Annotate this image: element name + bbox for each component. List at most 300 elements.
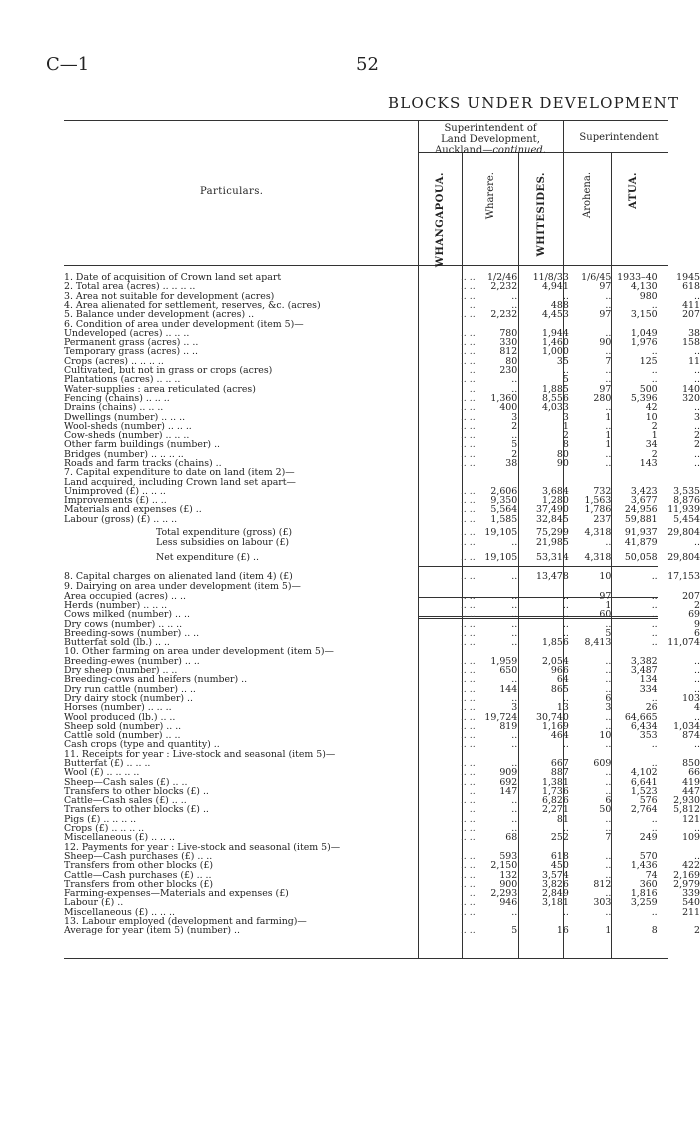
row-leader-dots: .. ..: [460, 403, 476, 413]
cell-value: 103: [682, 693, 700, 704]
table-row: [64, 496, 700, 505]
table-row: [64, 347, 700, 356]
cell-value: 900: [499, 879, 518, 890]
cell-value: 9: [694, 619, 700, 629]
cell-value: 500: [639, 384, 658, 394]
row-leader-dots: .. ..: [460, 328, 476, 339]
cell-value: ..: [651, 347, 658, 357]
cell-value: ..: [511, 731, 518, 741]
row-leader-dots: .. ..: [460, 926, 476, 936]
cell-value: 1,523: [630, 786, 658, 797]
cell-value: 576: [639, 796, 658, 806]
cell-value: 13,478: [536, 570, 569, 582]
cell-value: 34: [645, 440, 658, 450]
cell-value: 819: [499, 721, 518, 732]
cell-value: 1,436: [630, 861, 658, 871]
table-row: [64, 487, 700, 496]
row-label: Cultivated, but not in grass or crops (acres): [64, 365, 273, 376]
cell-value: [658, 917, 700, 926]
cell-value: ..: [605, 458, 612, 469]
top-rule: [64, 120, 668, 121]
row-leader-dots: .. ..: [460, 675, 476, 685]
cell-value: 6: [605, 796, 612, 806]
cell-value: 38: [688, 328, 700, 339]
cell-value: 3,826: [541, 879, 569, 890]
table-row: [64, 657, 700, 666]
cell-value: 4,453: [541, 310, 569, 320]
cell-value: 1,786: [584, 505, 612, 515]
cell-value: 2: [562, 431, 569, 441]
cell-value: ..: [605, 814, 612, 825]
row-leader-dots: .. ..: [460, 824, 476, 834]
cell-value: [569, 319, 612, 328]
cell-value: [611, 468, 657, 477]
cell-value: 780: [499, 328, 518, 339]
cell-value: 3: [511, 703, 518, 713]
cell-value: 3,150: [630, 310, 658, 320]
cell-value: 3,487: [630, 665, 658, 676]
cell-value: 2,169: [673, 870, 700, 880]
cell-value: 280: [593, 393, 612, 404]
table-row: [64, 524, 700, 538]
row-leader-dots: .. ..: [460, 356, 476, 366]
cell-value: 303: [593, 898, 612, 908]
row-label: Total expenditure (gross) (£): [156, 526, 293, 538]
row-label: Dry cows (number) .. .. ..: [64, 619, 183, 629]
cell-value: 593: [499, 851, 518, 862]
cell-value: ..: [511, 638, 518, 648]
row-label: Cattle sold (number) .. ..: [64, 731, 181, 741]
cell-value: 6,434: [630, 721, 658, 732]
cell-value: ..: [651, 610, 658, 620]
cell-value: 207: [682, 591, 700, 601]
cell-value: 35: [556, 356, 569, 366]
row-leader-dots: [454, 843, 476, 852]
row-leader-dots: .. ..: [460, 412, 476, 422]
cell-value: 812: [499, 347, 518, 357]
row-label: Horses (number) .. .. ..: [64, 703, 172, 713]
row-label: Pigs (£) .. .. .. ..: [64, 814, 137, 825]
row-leader-dots: .. ..: [460, 768, 476, 778]
cell-value: ..: [651, 814, 658, 825]
table-row: [64, 592, 700, 601]
cell-value: 1,169: [541, 721, 569, 732]
cell-value: [611, 750, 657, 759]
row-leader-dots: .. ..: [460, 879, 476, 890]
cell-value: 400: [499, 403, 518, 413]
cell-value: [517, 468, 569, 477]
cell-value: 140: [682, 384, 700, 394]
cell-value: 2,979: [673, 879, 700, 890]
row-leader-dots: .. ..: [460, 758, 476, 769]
cell-value: ..: [511, 291, 518, 301]
cell-value: ..: [605, 712, 612, 722]
cell-value: ..: [562, 291, 569, 301]
cell-value: 1,856: [541, 638, 569, 648]
table-row: [64, 796, 700, 805]
cell-value: [476, 468, 518, 477]
table-row: [64, 871, 700, 880]
cell-value: ..: [562, 619, 569, 629]
cell-value: 667: [550, 758, 569, 769]
cell-value: 360: [639, 879, 658, 890]
cell-value: 2,764: [630, 805, 658, 815]
cell-value: 10: [599, 570, 612, 582]
cell-value: ..: [562, 591, 569, 601]
cell-value: ..: [605, 291, 612, 301]
cell-value: ..: [651, 758, 658, 769]
cell-value: ..: [651, 375, 658, 385]
cell-value: 1,944: [541, 328, 569, 339]
table-row: [64, 412, 700, 421]
cell-value: 41,879: [624, 538, 658, 548]
column-header-whangapoua: WHANGAPOUA.: [434, 172, 446, 268]
cell-value: 9,350: [490, 496, 518, 506]
row-leader-dots: .. ..: [460, 375, 476, 385]
row-leader-dots: .. ..: [460, 600, 476, 611]
cell-value: 4: [694, 703, 700, 713]
row-leader-dots: .. ..: [460, 610, 476, 620]
cell-value: 66: [688, 768, 700, 778]
cell-value: 26: [645, 703, 658, 713]
table-row: [64, 440, 700, 449]
cell-value: 1,000: [541, 347, 569, 357]
cell-value: ..: [511, 570, 518, 582]
row-leader-dots: [454, 582, 476, 591]
cell-value: ..: [511, 591, 518, 601]
cell-value: ..: [605, 665, 612, 676]
cell-value: ..: [605, 861, 612, 871]
cell-value: ..: [511, 907, 518, 917]
table-row: [64, 582, 700, 591]
column-header-wharere: Wharere.: [484, 172, 496, 220]
cell-value: 5,396: [630, 393, 658, 404]
row-leader-dots: .. ..: [460, 693, 476, 704]
cell-value: 69: [688, 610, 700, 620]
cell-value: 121: [682, 814, 700, 825]
cell-value: ..: [694, 851, 700, 862]
table-row: [64, 712, 700, 721]
row-leader-dots: .. ..: [460, 740, 476, 750]
cell-value: [611, 478, 657, 487]
cell-value: 90: [599, 338, 612, 348]
cell-value: [517, 478, 569, 487]
table-row: [64, 647, 700, 656]
cell-value: 3,684: [541, 486, 569, 497]
row-label: 11. Receipts for year : Live-stock and seasonal (item 5)—: [64, 749, 336, 759]
cell-value: 334: [639, 684, 658, 694]
cell-value: ..: [605, 300, 612, 311]
cell-value: 1,959: [490, 656, 518, 666]
cell-value: 97: [599, 384, 612, 394]
cell-value: 540: [682, 898, 700, 908]
cell-value: ..: [605, 786, 612, 797]
row-label: Dry dairy stock (number) ..: [64, 693, 194, 704]
cell-value: 450: [550, 861, 569, 871]
cell-value: [658, 468, 700, 477]
cell-value: 6: [694, 628, 700, 639]
cell-value: ..: [694, 656, 700, 666]
cell-value: [517, 647, 569, 656]
cell-value: ..: [694, 375, 700, 385]
cell-value: 865: [550, 684, 569, 694]
table-row: [64, 861, 700, 870]
cell-value: 4,941: [541, 282, 569, 292]
cell-value: 1/2/46: [487, 273, 518, 283]
cell-value: [658, 582, 700, 591]
row-leader-dots: .. ..: [460, 684, 476, 694]
cell-value: 447: [682, 786, 700, 797]
cell-value: ..: [651, 693, 658, 704]
cell-value: ..: [562, 740, 569, 750]
row-leader-dots: .. ..: [460, 712, 476, 722]
table-row: [64, 357, 700, 366]
cell-value: ..: [605, 347, 612, 357]
cell-value: ..: [605, 538, 612, 548]
row-label: Cash crops (type and quantity) ..: [64, 740, 220, 750]
cell-value: ..: [511, 538, 518, 548]
cell-value: 50: [599, 805, 612, 815]
row-label: 13. Labour employed (development and farming)—: [64, 917, 307, 927]
table-row: [64, 629, 700, 638]
row-label: Herds (number) .. .. ..: [64, 600, 168, 611]
cell-value: ..: [605, 449, 612, 459]
row-label: 7. Capital expenditure to date on land (item 2)—: [64, 468, 295, 478]
cell-value: ..: [511, 693, 518, 704]
row-label: Breeding-cows and heifers (number) ..: [64, 675, 248, 685]
row-label: Miscellaneous (£) .. .. ..: [64, 907, 175, 917]
row-leader-dots: .. ..: [460, 421, 476, 432]
cell-value: 38: [505, 458, 518, 469]
cell-value: 2,606: [490, 486, 518, 497]
cell-value: 8: [562, 440, 569, 450]
cell-value: 887: [550, 768, 569, 778]
cell-value: 2,054: [541, 656, 569, 666]
cell-value: 909: [499, 768, 518, 778]
cell-value: 2: [511, 421, 518, 432]
cell-value: 75,299: [536, 526, 569, 538]
cell-value: [476, 478, 518, 487]
cell-value: 320: [682, 393, 700, 404]
cell-value: 1: [562, 421, 569, 432]
cell-value: [611, 843, 657, 852]
cell-value: 97: [599, 591, 612, 601]
row-label: Butterfat sold (lb.) .. ..: [64, 638, 170, 648]
cell-value: 10: [599, 731, 612, 741]
cell-value: 946: [499, 898, 518, 908]
cell-value: [517, 750, 569, 759]
cell-value: [569, 468, 612, 477]
cell-value: ..: [562, 824, 569, 834]
cell-value: 11/8/33: [532, 273, 569, 283]
group-header-superintendent: Superintendent: [579, 132, 659, 143]
cell-value: 2,293: [490, 889, 518, 899]
row-label: Cows milked (number) .. ..: [64, 610, 190, 620]
cell-value: 59,881: [624, 514, 658, 525]
row-leader-dots: .. ..: [460, 291, 476, 301]
table-row: [64, 694, 700, 703]
cell-value: 5: [511, 440, 518, 450]
cell-value: 4,318: [584, 552, 612, 564]
cell-value: 1: [605, 926, 612, 936]
cell-value: 353: [639, 731, 658, 741]
cell-value: 2: [694, 431, 700, 441]
cell-value: 2,930: [673, 796, 700, 806]
row-label: Dwellings (number) .. .. ..: [64, 412, 186, 422]
table-row: [64, 538, 700, 547]
cell-value: 419: [682, 777, 700, 787]
cell-value: 1,563: [584, 496, 612, 506]
row-leader-dots: .. ..: [460, 282, 476, 292]
table-row: [64, 833, 700, 842]
row-label: Permanent grass (acres) .. ..: [64, 338, 199, 348]
cell-value: 3: [694, 412, 700, 422]
table-row: [64, 338, 700, 347]
table-row: [64, 515, 700, 524]
table-row: [64, 805, 700, 814]
cell-value: ..: [511, 619, 518, 629]
cell-value: ..: [694, 684, 700, 694]
table-row: [64, 301, 700, 310]
cell-value: 1,034: [673, 721, 700, 732]
row-leader-dots: .. ..: [460, 496, 476, 506]
cell-value: 230: [499, 365, 518, 376]
row-label: Sheep sold (number) .. ..: [64, 721, 182, 732]
cell-value: ..: [511, 431, 518, 441]
row-leader-dots: .. ..: [460, 796, 476, 806]
cell-value: ..: [511, 805, 518, 815]
cell-value: 2: [651, 421, 658, 432]
table-row: [64, 478, 700, 487]
row-label: Bridges (number) .. .. .. ..: [64, 449, 184, 459]
cell-value: 68: [505, 833, 518, 843]
row-label: Farming-expenses—Materials and expenses (£): [64, 889, 289, 899]
cell-value: 1,360: [490, 393, 518, 404]
cell-value: 80: [505, 356, 518, 366]
cell-value: 3,574: [541, 870, 569, 880]
cell-value: ..: [562, 628, 569, 639]
row-leader-dots: .. ..: [460, 731, 476, 741]
row-leader-dots: .. ..: [460, 338, 476, 348]
row-label: Average for year (item 5) (number) ..: [64, 926, 241, 936]
row-leader-dots: [454, 319, 476, 328]
cell-value: 650: [499, 665, 518, 676]
cell-value: 10: [645, 412, 658, 422]
row-leader-dots: .. ..: [460, 526, 476, 538]
row-leader-dots: ..: [469, 805, 476, 815]
table-row: [64, 375, 700, 384]
row-leader-dots: ..: [469, 365, 476, 376]
row-leader-dots: .. ..: [460, 721, 476, 732]
cell-value: 1,280: [541, 496, 569, 506]
table-row: [64, 815, 700, 824]
particulars-heading: Particulars.: [200, 186, 264, 197]
cell-value: 422: [682, 861, 700, 871]
cell-value: [476, 750, 518, 759]
cell-value: 3: [605, 703, 612, 713]
cell-value: ..: [694, 403, 700, 413]
cell-value: 24,956: [624, 505, 658, 515]
table-row: [64, 731, 700, 740]
cell-value: ..: [605, 684, 612, 694]
table-row: [64, 843, 700, 852]
row-label: Water-supplies : area reticulated (acres): [64, 384, 256, 394]
cell-value: 1,976: [630, 338, 658, 348]
cell-value: [611, 917, 657, 926]
table-row: [64, 666, 700, 675]
cell-value: 1,049: [630, 328, 658, 339]
row-leader-dots: .. ..: [460, 514, 476, 525]
cell-value: 125: [639, 356, 658, 366]
table-row: [64, 768, 700, 777]
row-label: Butterfat (£) .. .. ..: [64, 758, 151, 769]
cell-value: ..: [562, 610, 569, 620]
table-row: [64, 908, 700, 917]
cell-value: 134: [639, 675, 658, 685]
row-leader-dots: ..: [469, 384, 476, 394]
cell-value: 874: [682, 731, 700, 741]
cell-value: 97: [599, 282, 612, 292]
cell-value: 91,937: [624, 526, 658, 538]
cell-value: 4,318: [584, 526, 612, 538]
row-label: Unimproved (£) .. .. ..: [64, 486, 166, 497]
data-table: [64, 273, 700, 936]
row-label: Transfers from other blocks (£): [64, 861, 214, 871]
cell-value: ..: [651, 824, 658, 834]
cell-value: ..: [511, 740, 518, 750]
row-label: 12. Payments for year : Live-stock and seasonal (item 5)—: [64, 842, 341, 852]
row-label: Net expenditure (£) ..: [156, 552, 259, 564]
cell-value: 3: [562, 412, 569, 422]
cell-value: 2: [694, 926, 700, 936]
cell-value: ..: [651, 591, 658, 601]
table-row: [64, 778, 700, 787]
cell-value: 80: [556, 449, 569, 459]
cell-value: 6,826: [541, 796, 569, 806]
row-label: 9. Dairying on area under development (item 5)—: [64, 582, 301, 592]
cell-value: [611, 582, 657, 591]
row-leader-dots: .. ..: [460, 898, 476, 908]
cell-value: 16: [556, 926, 569, 936]
table-row: [64, 610, 700, 619]
row-label: Labour (gross) (£) .. .. ..: [64, 514, 178, 525]
row-leader-dots: .. ..: [460, 273, 476, 283]
cell-value: ..: [605, 740, 612, 750]
cell-value: [476, 582, 518, 591]
table-row: [64, 310, 700, 319]
row-leader-dots: .. ..: [460, 907, 476, 917]
cell-value: ..: [605, 619, 612, 629]
group-header-auckland: Superintendent of Land Development, Auckland—continued.: [435, 123, 546, 156]
cell-value: 32,845: [536, 514, 569, 525]
cell-value: 732: [593, 486, 612, 497]
cell-value: 1,381: [541, 777, 569, 787]
row-label: 5. Balance under development (acres) ..: [64, 310, 255, 320]
cell-value: ..: [694, 449, 700, 459]
cell-value: 1933–40: [617, 273, 658, 283]
row-leader-dots: .. ..: [460, 619, 476, 629]
cell-value: ..: [562, 693, 569, 704]
row-leader-dots: .. ..: [460, 393, 476, 404]
cell-value: 966: [550, 665, 569, 676]
row-leader-dots: .. ..: [460, 458, 476, 469]
row-label: Land acquired, including Crown land set apart—: [64, 477, 296, 487]
cell-value: [517, 582, 569, 591]
header-bottom-rule: [64, 265, 668, 266]
cell-value: ..: [694, 538, 700, 548]
row-label: Temporary grass (acres) .. ..: [64, 347, 198, 357]
bottom-rule: [64, 958, 668, 959]
